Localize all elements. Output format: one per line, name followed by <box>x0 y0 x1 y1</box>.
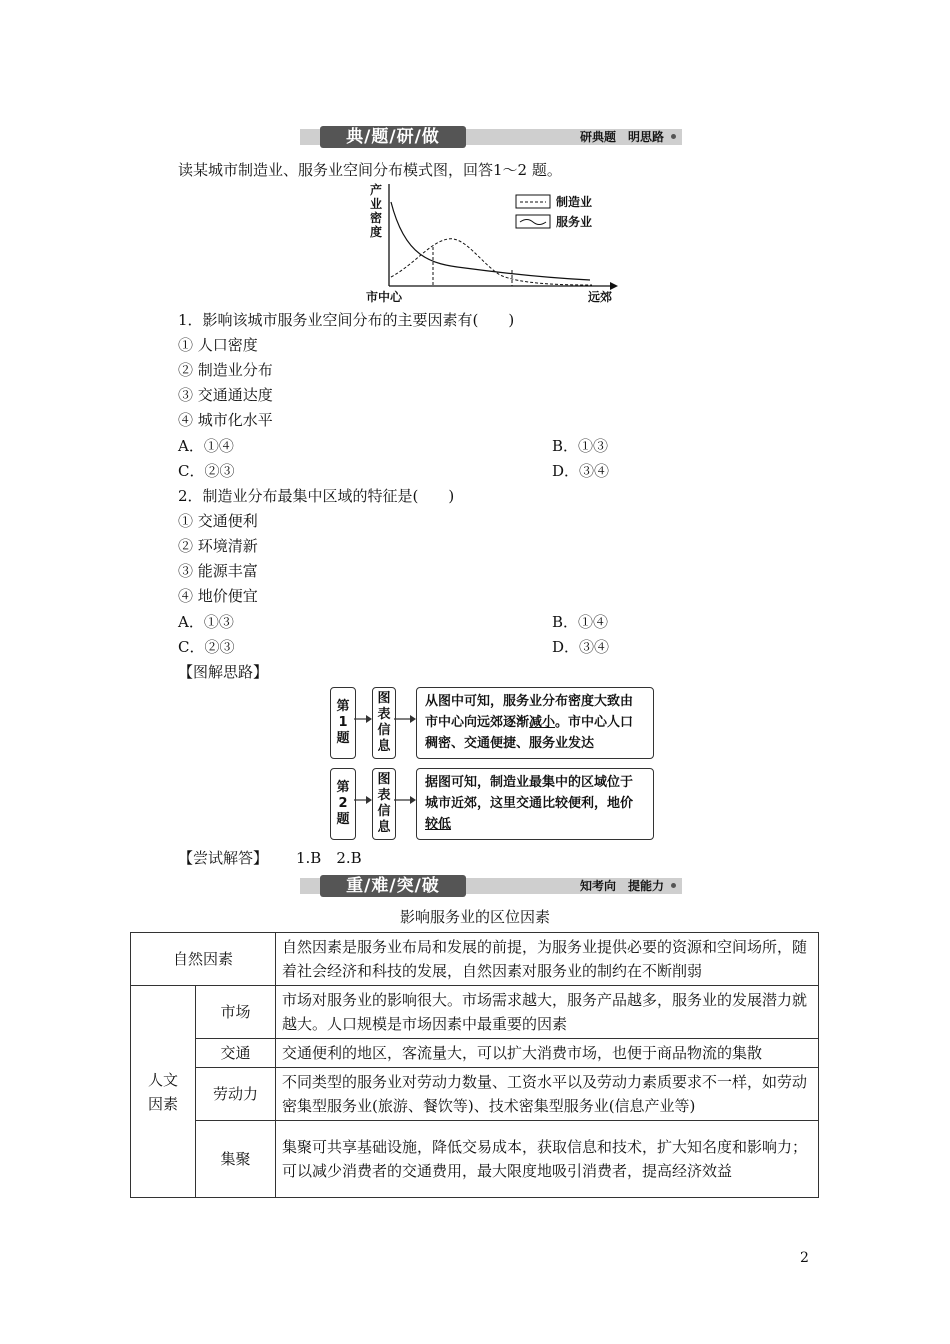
flow-q-char: 1 <box>338 715 348 730</box>
table-row <box>131 1121 819 1198</box>
explanation-line: 市中心向远郊逐渐减小。市中心人口 <box>425 715 634 730</box>
q2-option-b: B．①④ <box>552 613 609 631</box>
x-label-left: 市中心 <box>366 290 403 304</box>
factor-name: 市场 <box>196 986 276 1039</box>
flow-q-char: 2 <box>338 796 348 811</box>
section-tag: 研典题 明思路 <box>579 130 664 144</box>
arrow-icon <box>394 795 416 805</box>
flow-q1-box <box>330 687 356 759</box>
q2-option-c: C．②③ <box>178 638 235 656</box>
analysis-label: 【图解思路】 <box>178 663 269 681</box>
q1-item: ① 人口密度 <box>178 336 258 354</box>
q2-item: ④ 地价便宜 <box>178 587 258 605</box>
flow-q2-box <box>330 768 356 840</box>
table-row <box>131 933 819 986</box>
flow-kind-char: 图 <box>377 691 391 706</box>
q1-option-b: B．①③ <box>552 437 609 455</box>
section-banner-1 <box>300 126 682 148</box>
section-tag: 知考向 提能力 <box>579 879 664 893</box>
flow-info-box <box>372 687 396 759</box>
section-banner-2 <box>300 875 682 897</box>
q1-item: ③ 交通通达度 <box>178 386 273 404</box>
q1-item: ④ 城市化水平 <box>178 411 273 429</box>
factor-name: 集聚 <box>196 1121 276 1198</box>
q2-option-a: A．①③ <box>178 613 234 631</box>
x-axis-arrow <box>610 282 618 290</box>
q2-item: ③ 能源丰富 <box>178 562 258 580</box>
natural-factor-text: 自然因素是服务业布局和发展的前提，为服务业提供必要的资源和空间场所，随着社会经济和科技的发展，自然因素对服务业的制约在不断削弱 <box>276 933 819 986</box>
flow-q-char: 第 <box>336 699 350 714</box>
q1-option-d: D．③④ <box>552 462 610 480</box>
arrow-icon <box>354 714 372 724</box>
q1-option-c: C．②③ <box>178 462 235 480</box>
section-title: 典/题/研/做 <box>320 126 466 148</box>
factor-text: 市场对服务业的影响很大。市场需求越大，服务产品越多，服务业的发展潜力就越大。人口规模是市场因素中最重要的因素 <box>276 986 819 1039</box>
q1-item: ② 制造业分布 <box>178 361 273 379</box>
intro-text: 读某城市制造业、服务业空间分布模式图，回答1～2 题。 <box>178 161 562 179</box>
distribution-chart <box>360 182 630 304</box>
flow-kind-char: 图 <box>377 772 391 787</box>
answer-label: 【尝试解答】 <box>178 849 269 867</box>
arrow-icon <box>354 795 372 805</box>
y-label-char: 度 <box>370 225 383 239</box>
flow-kind-char: 表 <box>377 707 391 722</box>
bullet-icon <box>671 134 676 139</box>
arrow-icon <box>394 714 416 724</box>
factor-text: 交通便利的地区，客流量大，可以扩大消费市场，也便于商品物流的集散 <box>276 1039 819 1068</box>
table-title: 影响服务业的区位因素 <box>399 908 550 926</box>
flow-info-box <box>372 768 396 840</box>
y-label-char: 产 <box>370 183 383 197</box>
flow-q2-explanation <box>416 768 654 840</box>
bullet-icon <box>671 883 676 888</box>
factor-text: 不同类型的服务业对劳动力数量、工资水平以及劳动力素质要求不一样，如劳动密集型服务业(旅游、餐饮等)、技术密集型服务业(信息产业等) <box>276 1068 819 1121</box>
q1-stem: 1．影响该城市服务业空间分布的主要因素有( ) <box>178 311 515 329</box>
explanation-line: 从图中可知，服务业分布密度大致由 <box>425 694 634 709</box>
flow-kind-char: 表 <box>377 788 391 803</box>
x-label-right: 远郊 <box>588 290 613 304</box>
flow-q-char: 题 <box>336 731 350 746</box>
page-number: 2 <box>800 1250 809 1266</box>
flow-kind-char: 息 <box>377 739 391 754</box>
flow-kind-char: 信 <box>377 723 391 738</box>
legend-label-manufacturing: 制造业 <box>556 195 593 209</box>
flow-q-char: 第 <box>336 780 350 795</box>
explanation-line: 城市近郊，这里交通比较便利，地价 <box>425 796 634 811</box>
natural-factor-cell: 自然因素 <box>131 933 276 986</box>
factor-text: 集聚可共享基础设施，降低交易成本，获取信息和技术，扩大知名度和影响力；可以减少消费者的交通费用，最大限度地吸引消费者，提高经济效益 <box>276 1121 819 1198</box>
table-row <box>131 1039 819 1068</box>
factor-name: 劳动力 <box>196 1068 276 1121</box>
table-row <box>131 986 819 1039</box>
answer-text: 1.B 2.B <box>296 849 362 867</box>
q2-option-d: D．③④ <box>552 638 610 656</box>
q2-item: ② 环境清新 <box>178 537 258 555</box>
flow-q-char: 题 <box>336 812 350 827</box>
flow-kind-char: 息 <box>377 820 391 835</box>
q2-stem: 2．制造业分布最集中区域的特征是( ) <box>178 487 455 505</box>
explanation-line: 较低 <box>425 817 452 832</box>
table-row <box>131 1068 819 1121</box>
legend-label-service: 服务业 <box>556 215 593 229</box>
y-label-char: 业 <box>370 197 383 211</box>
flow-kind-char: 信 <box>377 804 391 819</box>
q2-item: ① 交通便利 <box>178 512 258 530</box>
factors-table <box>130 932 819 1198</box>
human-factor-cell <box>131 986 196 1198</box>
flow-q1-explanation <box>416 687 654 759</box>
section-title: 重/难/突/破 <box>320 875 466 897</box>
factor-name: 交通 <box>196 1039 276 1068</box>
explanation-line: 稠密、交通便捷、服务业发达 <box>425 736 595 751</box>
human-factor-label: 人文因素 <box>147 1070 178 1113</box>
q1-option-a: A．①④ <box>178 437 234 455</box>
explanation-line: 据图可知，制造业最集中的区域位于 <box>425 775 634 790</box>
y-label-char: 密 <box>370 211 383 225</box>
